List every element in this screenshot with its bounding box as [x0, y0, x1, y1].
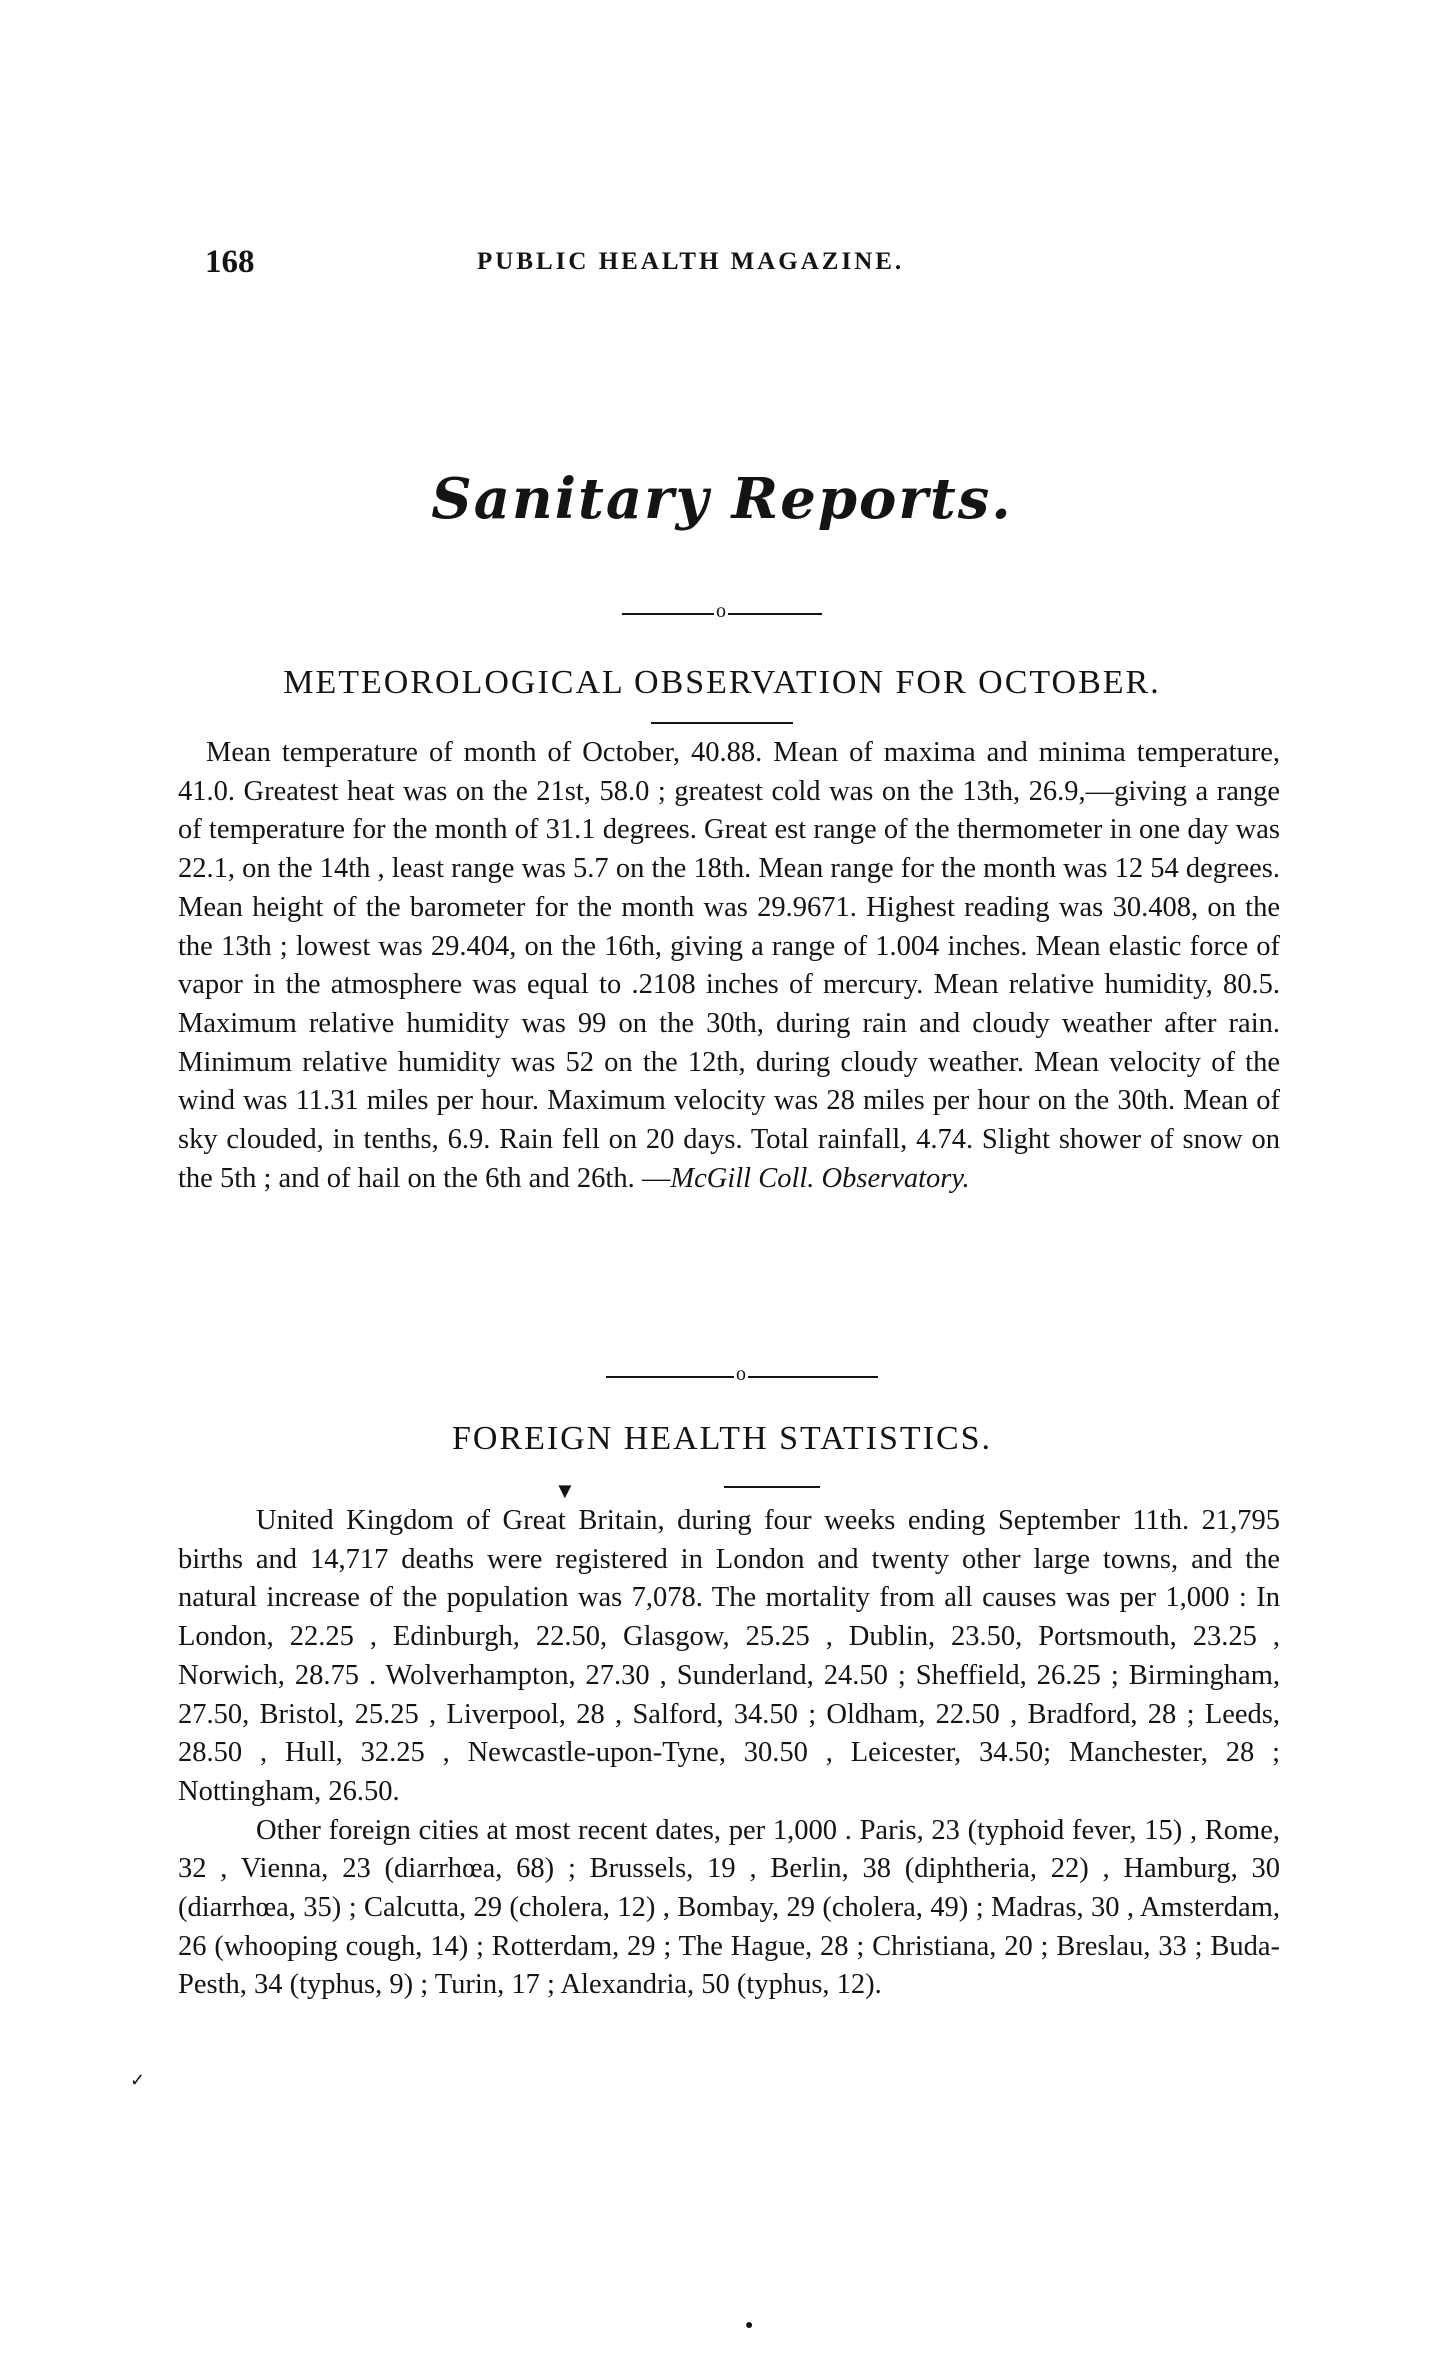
- meteorological-title: METEOROLOGICAL OBSERVATION FOR OCTOBER.: [283, 664, 1161, 701]
- stray-dot-icon: ●: [745, 2318, 754, 2333]
- foreign-title: FOREIGN HEALTH STATISTICS.: [451, 1420, 993, 1457]
- title-underline-2: [724, 1486, 820, 1488]
- rule-ornament: o: [716, 600, 726, 622]
- margin-mark-icon: ✓: [130, 2070, 146, 2090]
- section-heading: Sanitary Reports.: [431, 466, 1013, 532]
- journal-title: PUBLIC HEALTH MAGAZINE.: [477, 248, 905, 275]
- rule-ornament: o: [736, 1363, 746, 1385]
- meteorological-body: [178, 734, 1280, 1198]
- observatory-source: McGill Coll. Observatory.: [670, 1162, 970, 1194]
- running-head: [205, 244, 1215, 288]
- meteorological-paragraph: [178, 734, 1280, 1198]
- foreign-paragraph-1: United Kingdom of Great Britain, during four weeks ending September 11th. 21,795 births and 14,717 deaths were registered in London and twenty other large towns, and the natural increase of the population was 7,078. The mortality from all causes was per 1,000 : In London, 22.25 , Edinburgh, 22.50, Glasgow, 25.25 , Dublin, 23.50, Portsmouth, 23.25 , Norwich, 28.75 . Wolverhampton, 27.30 , Sunderland, 24.50 ; Sheffield, 26.25 ; Birmingham, 27.50, Bristol, 25.25 , Liverpool, 28 , Salford, 34.50 ; Oldham, 22.50 , Bradford, 28 ; Leeds, 28.50 , Hull, 32.25 , Newcastle-upon-Tyne, 30.50 , Leicester, 34.50; Manchester, 28 ; Nottingham, 26.50.: [178, 1505, 1280, 1807]
- foreign-paragraph-2: Other foreign cities at most recent dates, per 1,000 . Paris, 23 (typhoid fever, 15) , Rome, 32 , Vienna, 23 (diarrhœa, 68) ; Brussels, 19 , Berlin, 38 (diphtheria, 22) , Hamburg, 30 (diarrhœa, 35) ; Calcutta, 29 (cholera, 12) , Bombay, 29 (cholera, 49) ; Madras, 30 , Amsterdam, 26 (whooping cough, 14) ; Rotterdam, 29 ; The Hague, 28 ; Christiana, 20 ; Breslau, 33 ; Buda-Pesth, 34 (typhus, 9) ; Turin, 17 ; Alexandria, 50 (typhus, 12).: [178, 1814, 1280, 2001]
- page-number: 168: [205, 244, 255, 280]
- meteorological-text: Mean temperature of month of October, 40.88. Mean of maxima and minima temperature, 41.0. Greatest heat was on the 21st, 58.0 ; greatest cold was on the 13th, 26.9,—giving a range of temperature for the month of 31.1 degrees. Great est range of the thermometer in one day was 22.1, on the 14th , least range was 5.7 on the 18th. Mean range for the month was 12 54 degrees. Mean height of the barometer for the month was 29.9671. Highest reading was 30.408, on the the 13th ; lowest was 29.404, on the 16th, giving a range of 1.004 inches. Mean elastic force of vapor in the atmosphere was equal to .2108 inches of mercury. Mean relative humidity, 80.5. Maximum relative humidity was 99 on the 30th, during rain and cloudy weather after rain. Minimum relative humidity was 52 on the 12th, during cloudy weather. Mean velocity of the wind was 11.31 miles per hour. Maximum velocity was 28 miles per hour on the 30th. Mean of sky clouded, in tenths, 6.9. Rain fell on 20 days. Total rainfall, 4.74. Slight shower of snow on the 5th ; and of hail on the 6th and 26th. —: [178, 737, 1280, 1194]
- ink-mark-icon: ▼: [554, 1478, 576, 1503]
- title-underline-1: [651, 722, 793, 724]
- foreign-body: [178, 1502, 1280, 2005]
